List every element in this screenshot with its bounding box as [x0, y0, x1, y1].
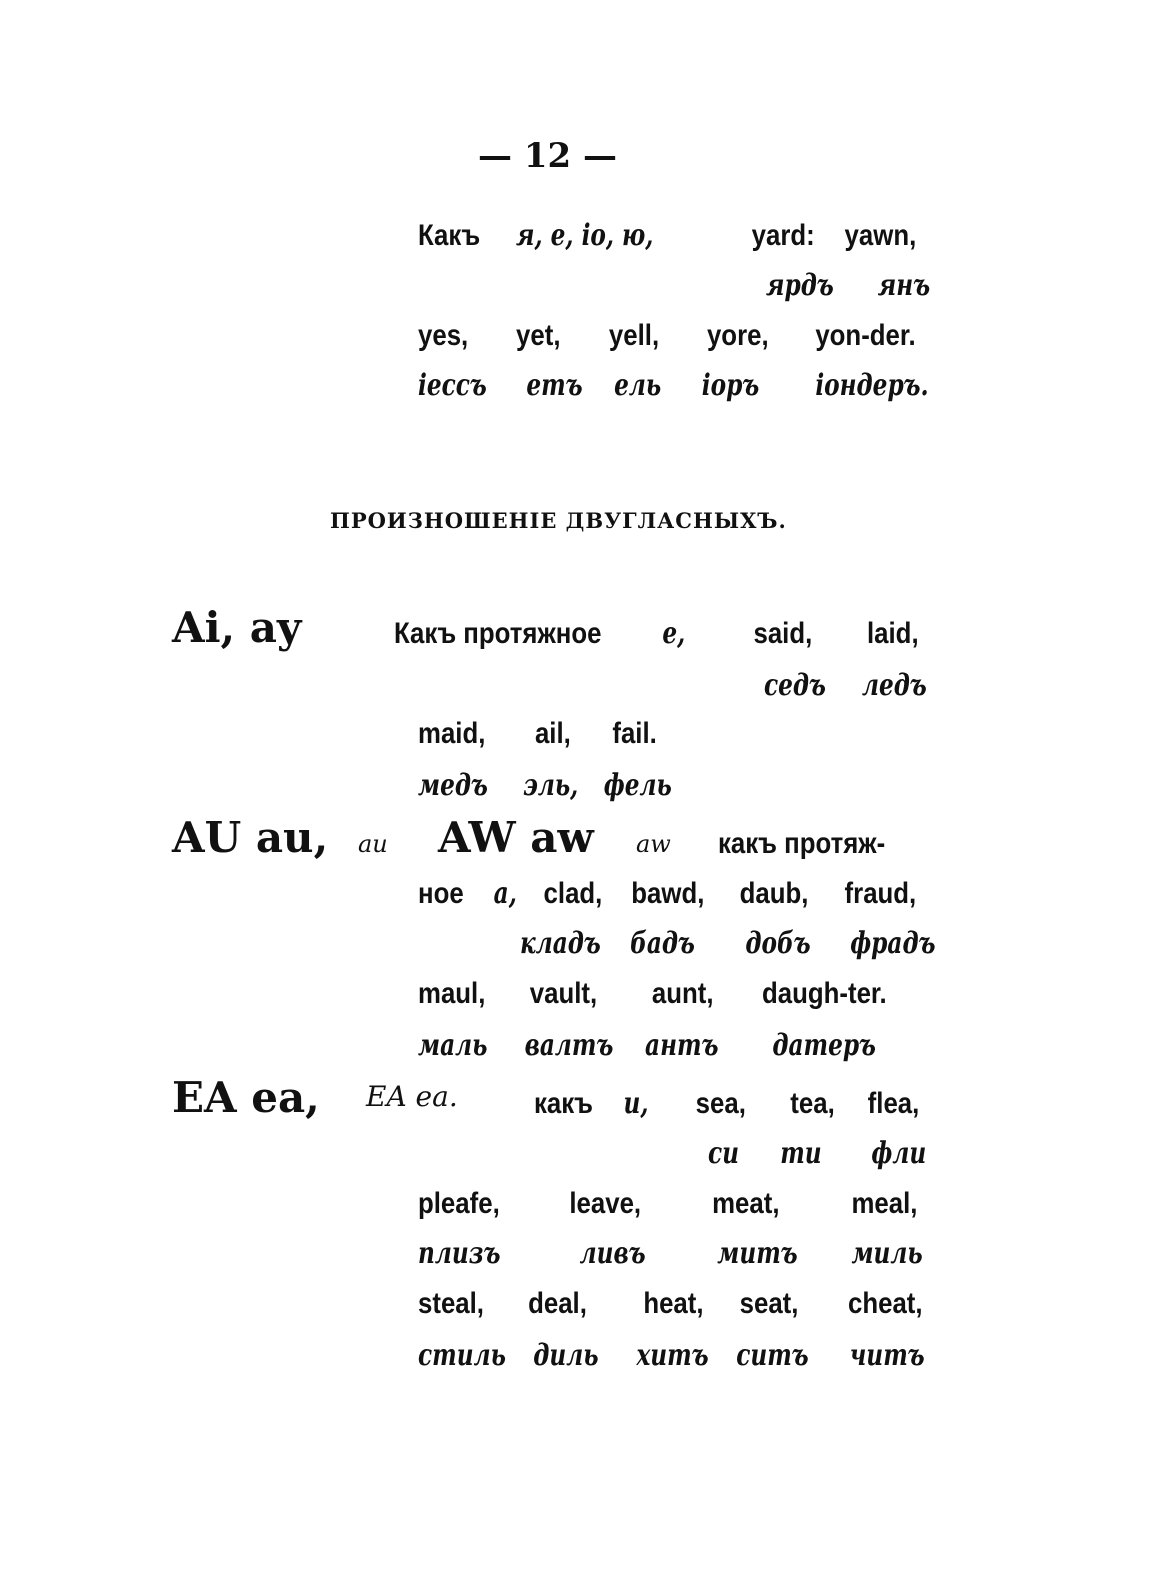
ea-script: EA ea. [366, 1080, 458, 1113]
word: ail, [534, 717, 571, 750]
word: steal, [418, 1287, 484, 1320]
ai-desc-letter: е, [662, 616, 686, 651]
word: meal, [851, 1187, 918, 1220]
ru-word: миль [851, 1236, 923, 1271]
ru-word: валтъ [524, 1028, 614, 1063]
ru-word: іессъ [418, 368, 487, 403]
word: cheat, [848, 1287, 923, 1320]
ru-word: хитъ [636, 1338, 709, 1373]
letters: я, е, іо, ю, [516, 218, 654, 253]
ru-word: си [708, 1136, 740, 1171]
ru-word: ливъ [579, 1236, 646, 1271]
ru-word: митъ [717, 1236, 798, 1271]
word: yes, [418, 319, 469, 352]
word-yard: yard: [751, 219, 815, 252]
kak-word: Какъ [418, 219, 481, 252]
ru-word: ситъ [736, 1338, 809, 1373]
au-desc-letter: а, [493, 876, 517, 911]
ru-word: медъ [418, 768, 488, 803]
word: meat, [712, 1187, 780, 1220]
ru-word: седъ [764, 668, 826, 703]
au-label: AU au, [172, 813, 329, 862]
ru-word: стиль [418, 1338, 506, 1373]
ru-word: етъ [526, 368, 583, 403]
page-number: — 12 — [478, 136, 617, 176]
ru-word: фель [603, 768, 672, 803]
ea-label: EA ea, [172, 1073, 320, 1122]
word: deal, [528, 1287, 587, 1320]
au-desc-1: какъ протяж- [718, 827, 886, 860]
word: daub, [739, 877, 809, 910]
word: fraud, [844, 877, 917, 910]
word: maul, [418, 977, 486, 1010]
word: said, [753, 617, 813, 650]
word: seat, [739, 1287, 799, 1320]
au-script: au [358, 830, 388, 858]
ru-word: антъ [645, 1028, 719, 1063]
ru-word: фрадъ [850, 926, 936, 961]
word: maid, [418, 717, 486, 750]
ai-desc: Какъ протяжное [394, 617, 602, 650]
ru-word: фли [871, 1136, 927, 1171]
ea-desc-letter: и, [623, 1086, 649, 1121]
word: pleafe, [418, 1187, 500, 1220]
word: aunt, [651, 977, 714, 1010]
ru-word: іондеръ. [815, 368, 929, 403]
aw-script: aw [636, 830, 671, 858]
word: laid, [867, 617, 919, 650]
section-heading: ПРОИЗНОШЕНІЕ ДВУГЛАСНЫХЪ. [330, 508, 787, 533]
ea-desc: какъ [534, 1087, 593, 1120]
word: flea, [867, 1087, 920, 1120]
ru-word: диль [533, 1338, 599, 1373]
ru-word: кладъ [520, 926, 601, 961]
ru-word: добъ [745, 926, 811, 961]
ru-word: ледъ [862, 668, 927, 703]
word: bawd, [631, 877, 705, 910]
word: yet, [516, 319, 561, 352]
word: yon-der. [815, 319, 916, 352]
word: leave, [569, 1187, 642, 1220]
ru-word: плизъ [418, 1236, 501, 1271]
ru-word: эль, [522, 768, 579, 803]
word: yell, [608, 319, 660, 352]
au-desc-2: ное [418, 877, 464, 910]
ru-word: датеръ [772, 1028, 876, 1063]
word: fail. [612, 717, 657, 750]
ru-word: маль [418, 1028, 488, 1063]
word: tea, [790, 1087, 835, 1120]
ru-word: янъ [877, 268, 931, 303]
ru-word: читъ [849, 1338, 925, 1373]
ru-word: ель [614, 368, 662, 403]
word: vault, [529, 977, 598, 1010]
ru-word: іоръ [701, 368, 760, 403]
word: yore, [706, 319, 769, 352]
word: clad, [543, 877, 603, 910]
word-yawn: yawn, [844, 219, 917, 252]
ai-label: Ai, ay [172, 603, 302, 652]
word: daugh-ter. [762, 977, 887, 1010]
word: heat, [643, 1287, 704, 1320]
ru-word: ярдъ [766, 268, 834, 303]
ru-word: ти [780, 1136, 822, 1171]
aw-label: AW aw [438, 813, 594, 862]
word: sea, [695, 1087, 746, 1120]
ru-word: бадъ [630, 926, 695, 961]
